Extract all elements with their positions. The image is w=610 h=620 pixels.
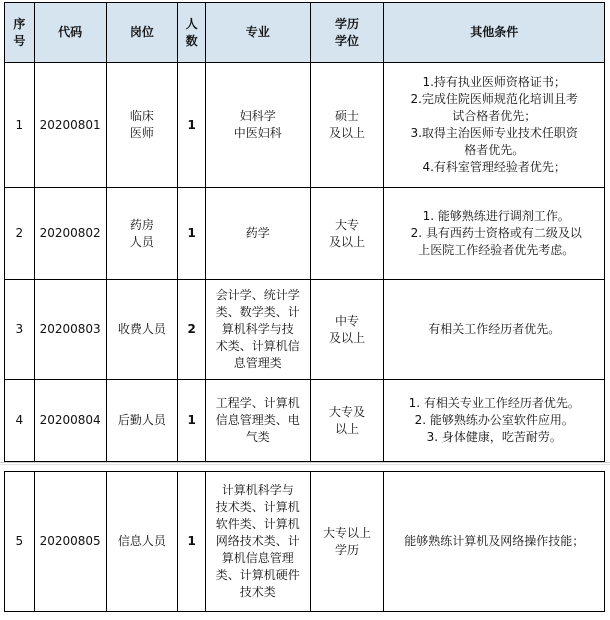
cell-position: 信息人员 bbox=[106, 472, 178, 612]
page-divider bbox=[0, 462, 610, 463]
cell-position: 临床 医师 bbox=[106, 63, 178, 188]
header-position: 岗位 bbox=[106, 3, 178, 63]
cell-code: 20200801 bbox=[34, 63, 106, 188]
table-row bbox=[5, 472, 605, 612]
header-no: 序 号 bbox=[5, 3, 35, 63]
cell-position: 药房 人员 bbox=[106, 188, 178, 280]
header-major: 专业 bbox=[205, 3, 310, 63]
cell-code: 20200803 bbox=[34, 280, 106, 380]
page-divider bbox=[0, 464, 610, 465]
header-education: 学历 学位 bbox=[310, 3, 384, 63]
cell-conditions: 1. 有相关专业工作经历者优先。 2. 能够熟练办公室软件应用。 3. 身体健康，吃苦耐劳。 bbox=[384, 380, 605, 462]
cell-conditions: 能够熟练计算机及网络操作技能； bbox=[384, 472, 605, 612]
table-row bbox=[5, 63, 605, 188]
cell-education: 中专 及以上 bbox=[310, 280, 384, 380]
cell-code: 20200805 bbox=[34, 472, 106, 612]
cell-major: 会计学、统计学 类、数学类、计 算机科学与技 术类、计算机信 息管理类 bbox=[205, 280, 310, 380]
table-row bbox=[5, 280, 605, 380]
recruitment-table bbox=[4, 2, 605, 462]
header-code: 代码 bbox=[34, 3, 106, 63]
cell-education: 大专 及以上 bbox=[310, 188, 384, 280]
header-count: 人 数 bbox=[178, 3, 206, 63]
cell-count: 1 bbox=[178, 380, 206, 462]
cell-conditions: 1.持有执业医师资格证书； 2.完成住院医师规范化培训且考 试合格者优先； 3.取得主治医师专业技术任职资 格者优先。 4.有科室管理经验者优先； bbox=[384, 63, 605, 188]
cell-position: 收费人员 bbox=[106, 280, 178, 380]
cell-position: 后勤人员 bbox=[106, 380, 178, 462]
cell-education: 硕士 及以上 bbox=[310, 63, 384, 188]
cell-no: 1 bbox=[5, 63, 35, 188]
cell-major: 妇科学 中医妇科 bbox=[205, 63, 310, 188]
cell-count: 1 bbox=[178, 63, 206, 188]
recruitment-table-continued bbox=[4, 471, 605, 612]
cell-code: 20200804 bbox=[34, 380, 106, 462]
cell-no: 5 bbox=[5, 472, 35, 612]
cell-no: 3 bbox=[5, 280, 35, 380]
cell-major: 药学 bbox=[205, 188, 310, 280]
cell-count: 1 bbox=[178, 472, 206, 612]
cell-education: 大专以上 学历 bbox=[310, 472, 384, 612]
cell-count: 2 bbox=[178, 280, 206, 380]
cell-code: 20200802 bbox=[34, 188, 106, 280]
table-row bbox=[5, 380, 605, 462]
cell-no: 2 bbox=[5, 188, 35, 280]
cell-conditions: 1. 能够熟练进行调剂工作。 2. 具有西药士资格或有二级及以 上医院工作经验者优先考虑。 bbox=[384, 188, 605, 280]
header-conditions: 其他条件 bbox=[384, 3, 605, 63]
cell-education: 大专及 以上 bbox=[310, 380, 384, 462]
cell-conditions: 有相关工作经历者优先。 bbox=[384, 280, 605, 380]
header-row bbox=[5, 3, 605, 63]
cell-major: 工程学、计算机 信息管理类、电 气类 bbox=[205, 380, 310, 462]
table-row bbox=[5, 188, 605, 280]
cell-no: 4 bbox=[5, 380, 35, 462]
cell-major: 计算机科学与 技术类、计算机 软件类、计算机 网络技术类、计 算机信息管理 类、计算机硬件 技术类 bbox=[205, 472, 310, 612]
cell-count: 1 bbox=[178, 188, 206, 280]
